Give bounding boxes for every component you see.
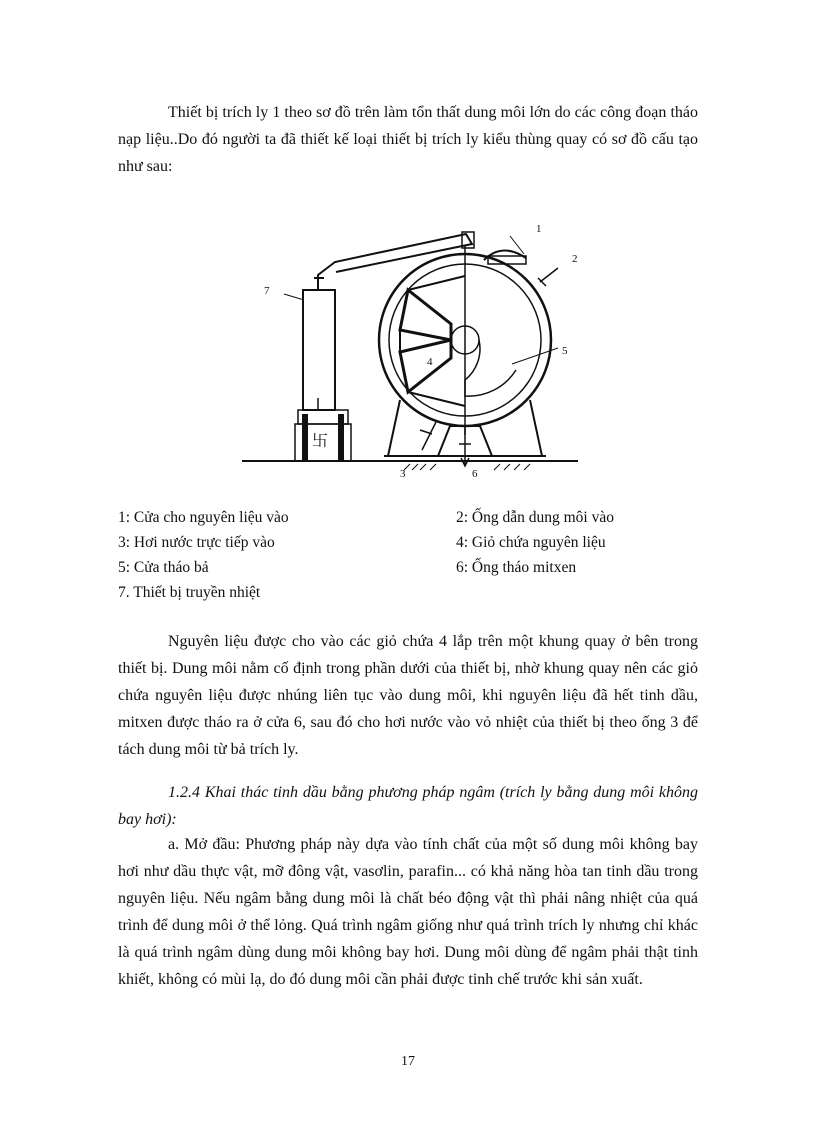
- body-paragraph: Nguyên liệu được cho vào các giỏ chứa 4 lắp trên một khung quay ở bên trong thiết bị. Dung môi nằm cố định trong phần dưới của thiết bị, nhờ khung quay nên các giỏ chứa nguyên liệu được nhúng liên tục vào dung môi, khi nguyên liệu đã hết tinh dầu, mitxen được tháo ra ở cửa 6, sau đó cho hơi nước vào vỏ nhiệt của thiết bị theo ống 3 để tách dung môi từ bả trích ly.: [118, 633, 698, 758]
- legend-item-3: 3: Hơi nước trực tiếp vào: [118, 534, 275, 551]
- section-paragraph: a. Mở đầu: Phương pháp này dựa vào tính chất của một số dung môi không bay hơi như dầu thực vật, mỡ đông vật, vasơlin, parafin... có khả năng hòa tan tinh dầu trong nguyên liệu. Nếu ngâm bằng dung môi là chất béo động vật thì phải nâng nhiệt của quá trình để dung môi ở thể lỏng. Quá trình ngâm giống như quá trình trích ly nhưng chỉ khác là quá trình ngâm dùng dung môi không bay hơi. Dung môi dùng để ngâm phải thật tinh khiết, không có mùi lạ, do đó dung môi cần phải được tinh chế trước khi sản xuất.: [118, 836, 698, 988]
- legend-item-1: 1: Cửa cho nguyên liệu vào: [118, 509, 289, 526]
- legend-item-6: 6: Ống tháo mitxen: [456, 559, 577, 576]
- section-heading: 1.2.4 Khai thác tinh dầu bằng phương pháp ngâm (trích ly bằng dung môi không bay hơi):: [118, 784, 698, 828]
- legend-item-4: 4: Giỏ chứa nguyên liệu: [456, 534, 606, 551]
- fig-label-7: 7: [264, 285, 270, 297]
- fig-label-6: 6: [472, 468, 478, 480]
- page-number: 17: [401, 1054, 415, 1069]
- grate-symbol: 卐: [312, 433, 329, 450]
- rotary-extractor-diagram: [240, 220, 580, 482]
- intro-paragraph: Thiết bị trích ly 1 theo sơ đồ trên làm tổn thất dung môi lớn do các công đoạn tháo nạp liệu..Do đó người ta đã thiết kế loại thiết bị trích ly kiểu thùng quay có sơ đồ cấu tạo như sau:: [118, 104, 698, 175]
- fig-label-5: 5: [562, 345, 568, 357]
- legend-item-5: 5: Cửa tháo bả: [118, 559, 209, 576]
- legend-item-7: 7. Thiết bị truyền nhiệt: [118, 584, 261, 601]
- fig-label-3: 3: [400, 468, 406, 480]
- fig-label-1: 1: [536, 223, 542, 235]
- fig-label-2: 2: [572, 253, 578, 265]
- legend-item-2: 2: Ống dẫn dung môi vào: [456, 509, 614, 526]
- fig-label-4: 4: [427, 356, 433, 368]
